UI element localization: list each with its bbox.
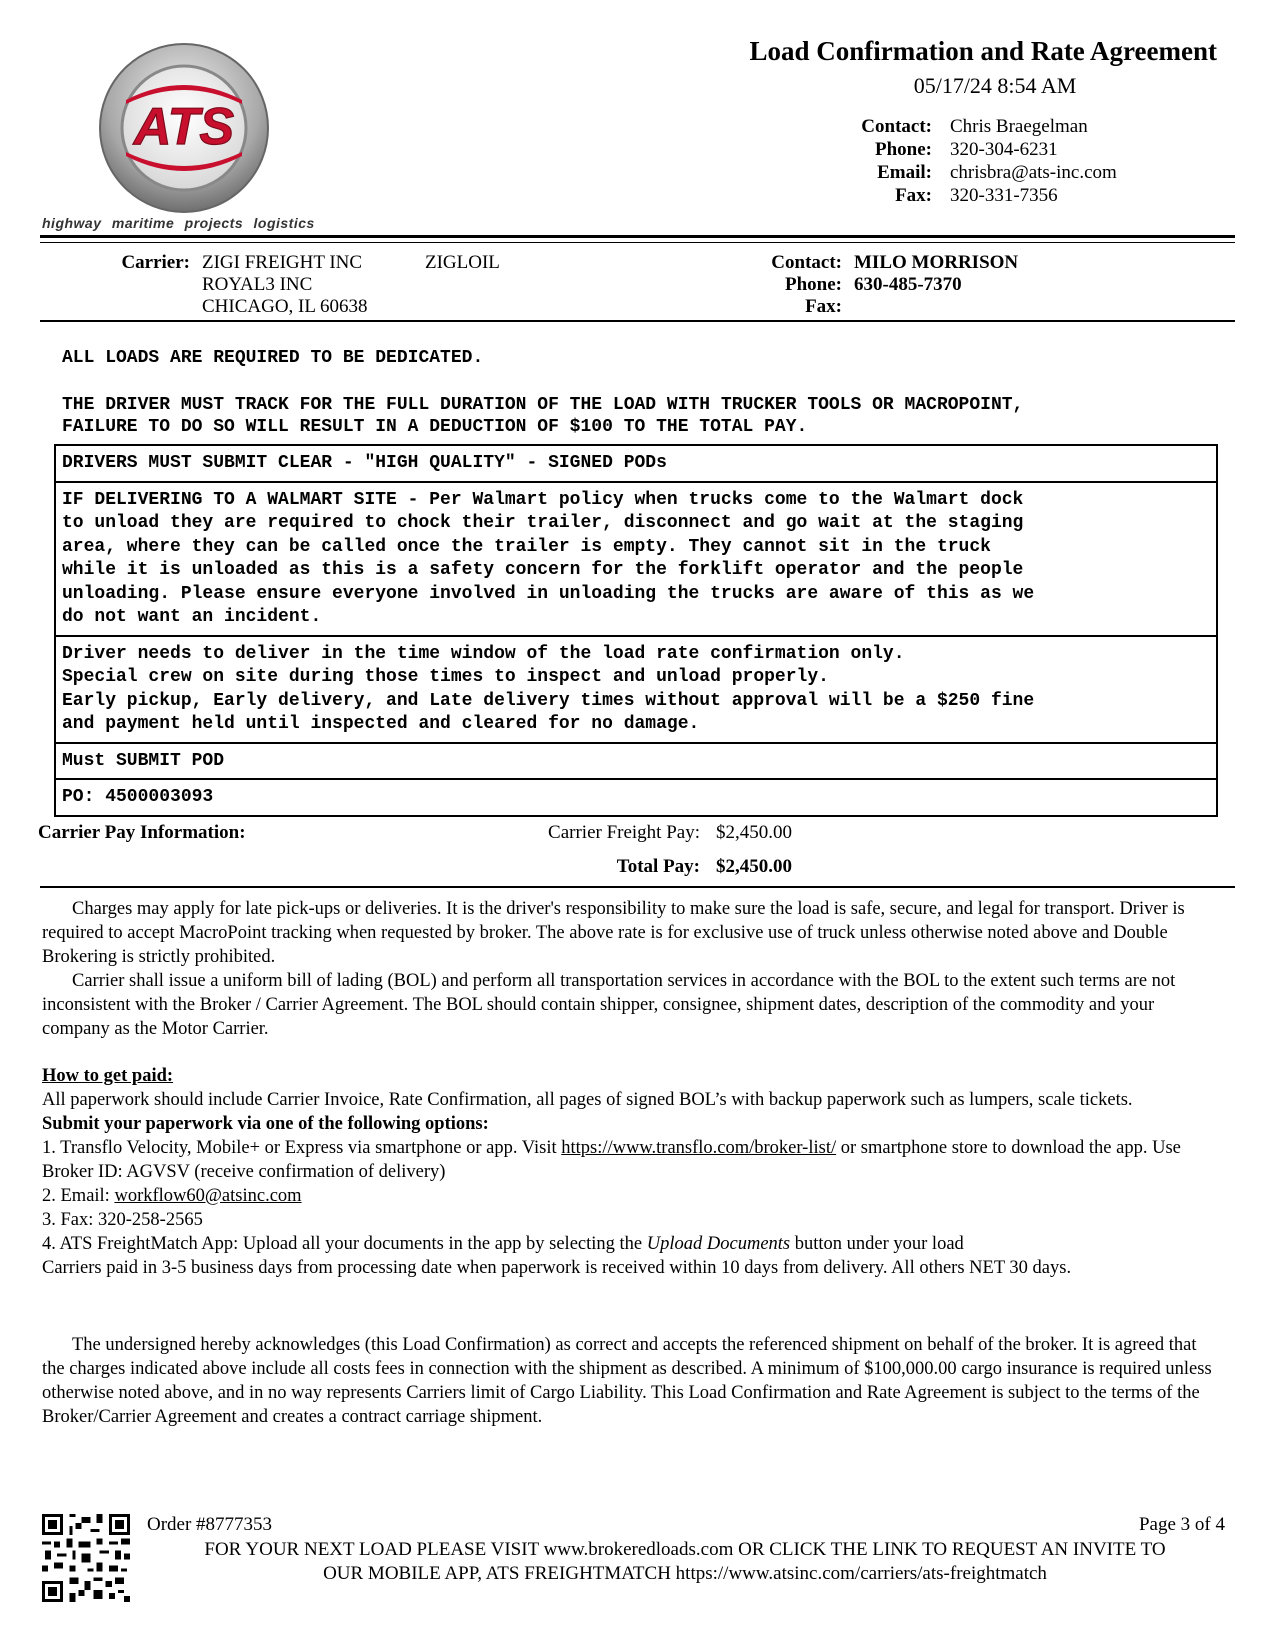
tracking-note: THE DRIVER MUST TRACK FOR THE FULL DURATION OF THE LOAD WITH TRUCKER TOOLS OR MACROPOINT, FAILURE TO DO SO WILL RESULT IN A DEDUCTION OF $100 TO THE TOTAL PAY.	[62, 395, 1024, 437]
carrier-phone-label: Phone:	[785, 274, 842, 295]
transflo-link[interactable]: https://www.transflo.com/broker-list/	[561, 1138, 837, 1158]
broker-email-label: Email:	[877, 162, 932, 183]
footer-promo-line1: FOR YOUR NEXT LOAD PLEASE VISIT www.brokeredloads.com OR CLICK THE LINK TO REQUEST AN INVITE TO	[204, 1539, 1166, 1560]
option-email-text: 2. Email:	[42, 1186, 115, 1206]
option-freightmatch	[42, 1232, 1212, 1256]
carrier-pay-heading: Carrier Pay Information:	[38, 822, 246, 843]
option-transflo	[42, 1136, 1212, 1184]
option-fax: 3. Fax: 320-258-2565	[42, 1210, 203, 1230]
option-freightmatch-rest: button under your load	[790, 1234, 964, 1254]
page-number: Page 3 of 4	[1138, 1514, 1225, 1535]
order-number: Order #8777353	[147, 1514, 273, 1535]
carrier-divider	[40, 320, 1235, 322]
terms-paragraph-charges: Charges may apply for late pick-ups or deliveries. It is the driver's responsibility to make sure the load is safe, secure, and legal for transport. Driver is required to accept MacroPoint tracking when requested by broker. The above rate is for exclusive use of truck unless otherwise noted above and Double Brokering is strictly prohibited.	[42, 899, 1185, 967]
workflow-email-link[interactable]: workflow60@atsinc.com	[114, 1186, 302, 1206]
carrier-label: Carrier:	[121, 252, 190, 273]
carrier-contact-label: Contact:	[771, 252, 842, 273]
ats-logo-icon	[96, 40, 272, 216]
payment-section	[42, 1064, 1212, 1280]
carrier-address-line2: ROYAL3 INC	[202, 274, 313, 295]
terms-section	[42, 897, 1212, 1041]
freight-pay-label: Carrier Freight Pay:	[548, 822, 700, 843]
broker-email-value: chrisbra@ats-inc.com	[950, 162, 1117, 183]
instruction-row-submit-pod: Must SUBMIT POD	[56, 744, 1216, 781]
company-tagline: highway maritime projects logistics	[42, 215, 315, 231]
option-email	[42, 1184, 1212, 1208]
broker-contact-label: Contact:	[861, 116, 932, 137]
footer-promo-line2: OUR MOBILE APP, ATS FREIGHTMATCH https://www.atsinc.com/carriers/ats-freightmatch	[323, 1563, 1047, 1584]
dedicated-note: ALL LOADS ARE REQUIRED TO BE DEDICATED.	[62, 348, 484, 368]
instructions-box	[54, 444, 1218, 817]
freight-pay-value: $2,450.00	[716, 822, 792, 843]
broker-contact-name: Chris Braegelman	[950, 116, 1088, 137]
payment-intro: All paperwork should include Carrier Invoice, Rate Confirmation, all pages of signed BOL’s with backup paperwork such as lumpers, scale tickets.	[42, 1090, 1133, 1110]
svg-text:ATS: ATS	[133, 98, 235, 156]
document-datetime: 05/17/24 8:54 AM	[913, 73, 1077, 98]
pay-divider	[40, 886, 1235, 888]
upload-documents-label: Upload Documents	[646, 1234, 791, 1254]
header-divider-thick	[40, 235, 1235, 238]
carrier-address-line3: CHICAGO, IL 60638	[202, 296, 368, 317]
carrier-name: ZIGI FREIGHT INC	[202, 252, 363, 273]
footer-promo	[140, 1538, 1230, 1586]
qr-code-icon	[42, 1514, 130, 1602]
payment-timing: Carriers paid in 3-5 business days from processing date when paperwork is received within 10 days from delivery. All others NET 30 days.	[42, 1258, 1072, 1278]
broker-phone-label: Phone:	[875, 139, 932, 160]
terms-paragraph-bol: Carrier shall issue a uniform bill of lading (BOL) and perform all transportation services in accordance with the BOL to the extent such terms are not inconsistent with the Broker / Carrier Agreement. The BOL should contain shipper, consignee, shipment dates, description of the commodity and your company as the Motor Carrier.	[42, 971, 1176, 1039]
instruction-row-walmart: IF DELIVERING TO A WALMART SITE - Per Walmart policy when trucks come to the Walmart dock to unload they are required to chock their trailer, disconnect and go wait at the staging area, where they can be called once the trailer is empty. They cannot sit in the truck while it is unloaded as this is a safety concern for the forklift operator and the people unloading. Please ensure everyone involved in unloading the trucks are aware of this as we do not want an incident.	[56, 483, 1216, 637]
broker-fax-value: 320-331-7356	[950, 185, 1058, 206]
acknowledgement-section	[42, 1333, 1212, 1429]
option-transflo-rest: or smartphone store to download the app. Use Broker ID: AGVSV (receive confirmation of delivery)	[42, 1138, 1181, 1182]
carrier-contact-name: MILO MORRISON	[854, 252, 1019, 273]
total-pay-label: Total Pay:	[616, 856, 700, 877]
document-title: Load Confirmation and Rate Agreement	[749, 36, 1217, 66]
total-pay-value: $2,450.00	[716, 856, 792, 877]
instruction-row-pods: DRIVERS MUST SUBMIT CLEAR - "HIGH QUALITY" - SIGNED PODs	[56, 446, 1216, 483]
carrier-fax-label: Fax:	[805, 296, 842, 317]
payment-heading: How to get paid:	[42, 1066, 174, 1086]
header-divider-thin	[40, 242, 1235, 243]
option-transflo-text: 1. Transflo Velocity, Mobile+ or Express via smartphone or app. Visit	[42, 1138, 562, 1158]
instruction-row-po: PO: 4500003093	[62, 787, 214, 807]
broker-fax-label: Fax:	[895, 185, 932, 206]
carrier-phone-value: 630-485-7370	[854, 274, 962, 295]
carrier-code: ZIGLOIL	[425, 252, 500, 273]
option-freightmatch-text: 4. ATS FreightMatch App: Upload all your documents in the app by selecting the	[42, 1234, 647, 1254]
broker-phone-value: 320-304-6231	[950, 139, 1058, 160]
submit-heading: Submit your paperwork via one of the following options:	[42, 1114, 489, 1134]
instruction-row-delivery-window: Driver needs to deliver in the time window of the load rate confirmation only. Special crew on site during those times to inspect and unload properly. Early pickup, Early delivery, and Late delivery times without approval will be a $250 fine and payment held until inspected and cleared for no damage.	[56, 637, 1216, 744]
acknowledgement-text: The undersigned hereby acknowledges (this Load Confirmation) as correct and accepts the referenced shipment on behalf of the broker. It is agreed that the charges indicated above include all costs fees in connection with the shipment as described. A minimum of $100,000.00 cargo insurance is required unless otherwise noted above, and in no way represents Carriers limit of Cargo Liability. This Load Confirmation and Rate Agreement is subject to the terms of the Broker/Carrier Agreement and creates a contract carriage shipment.	[42, 1335, 1212, 1427]
